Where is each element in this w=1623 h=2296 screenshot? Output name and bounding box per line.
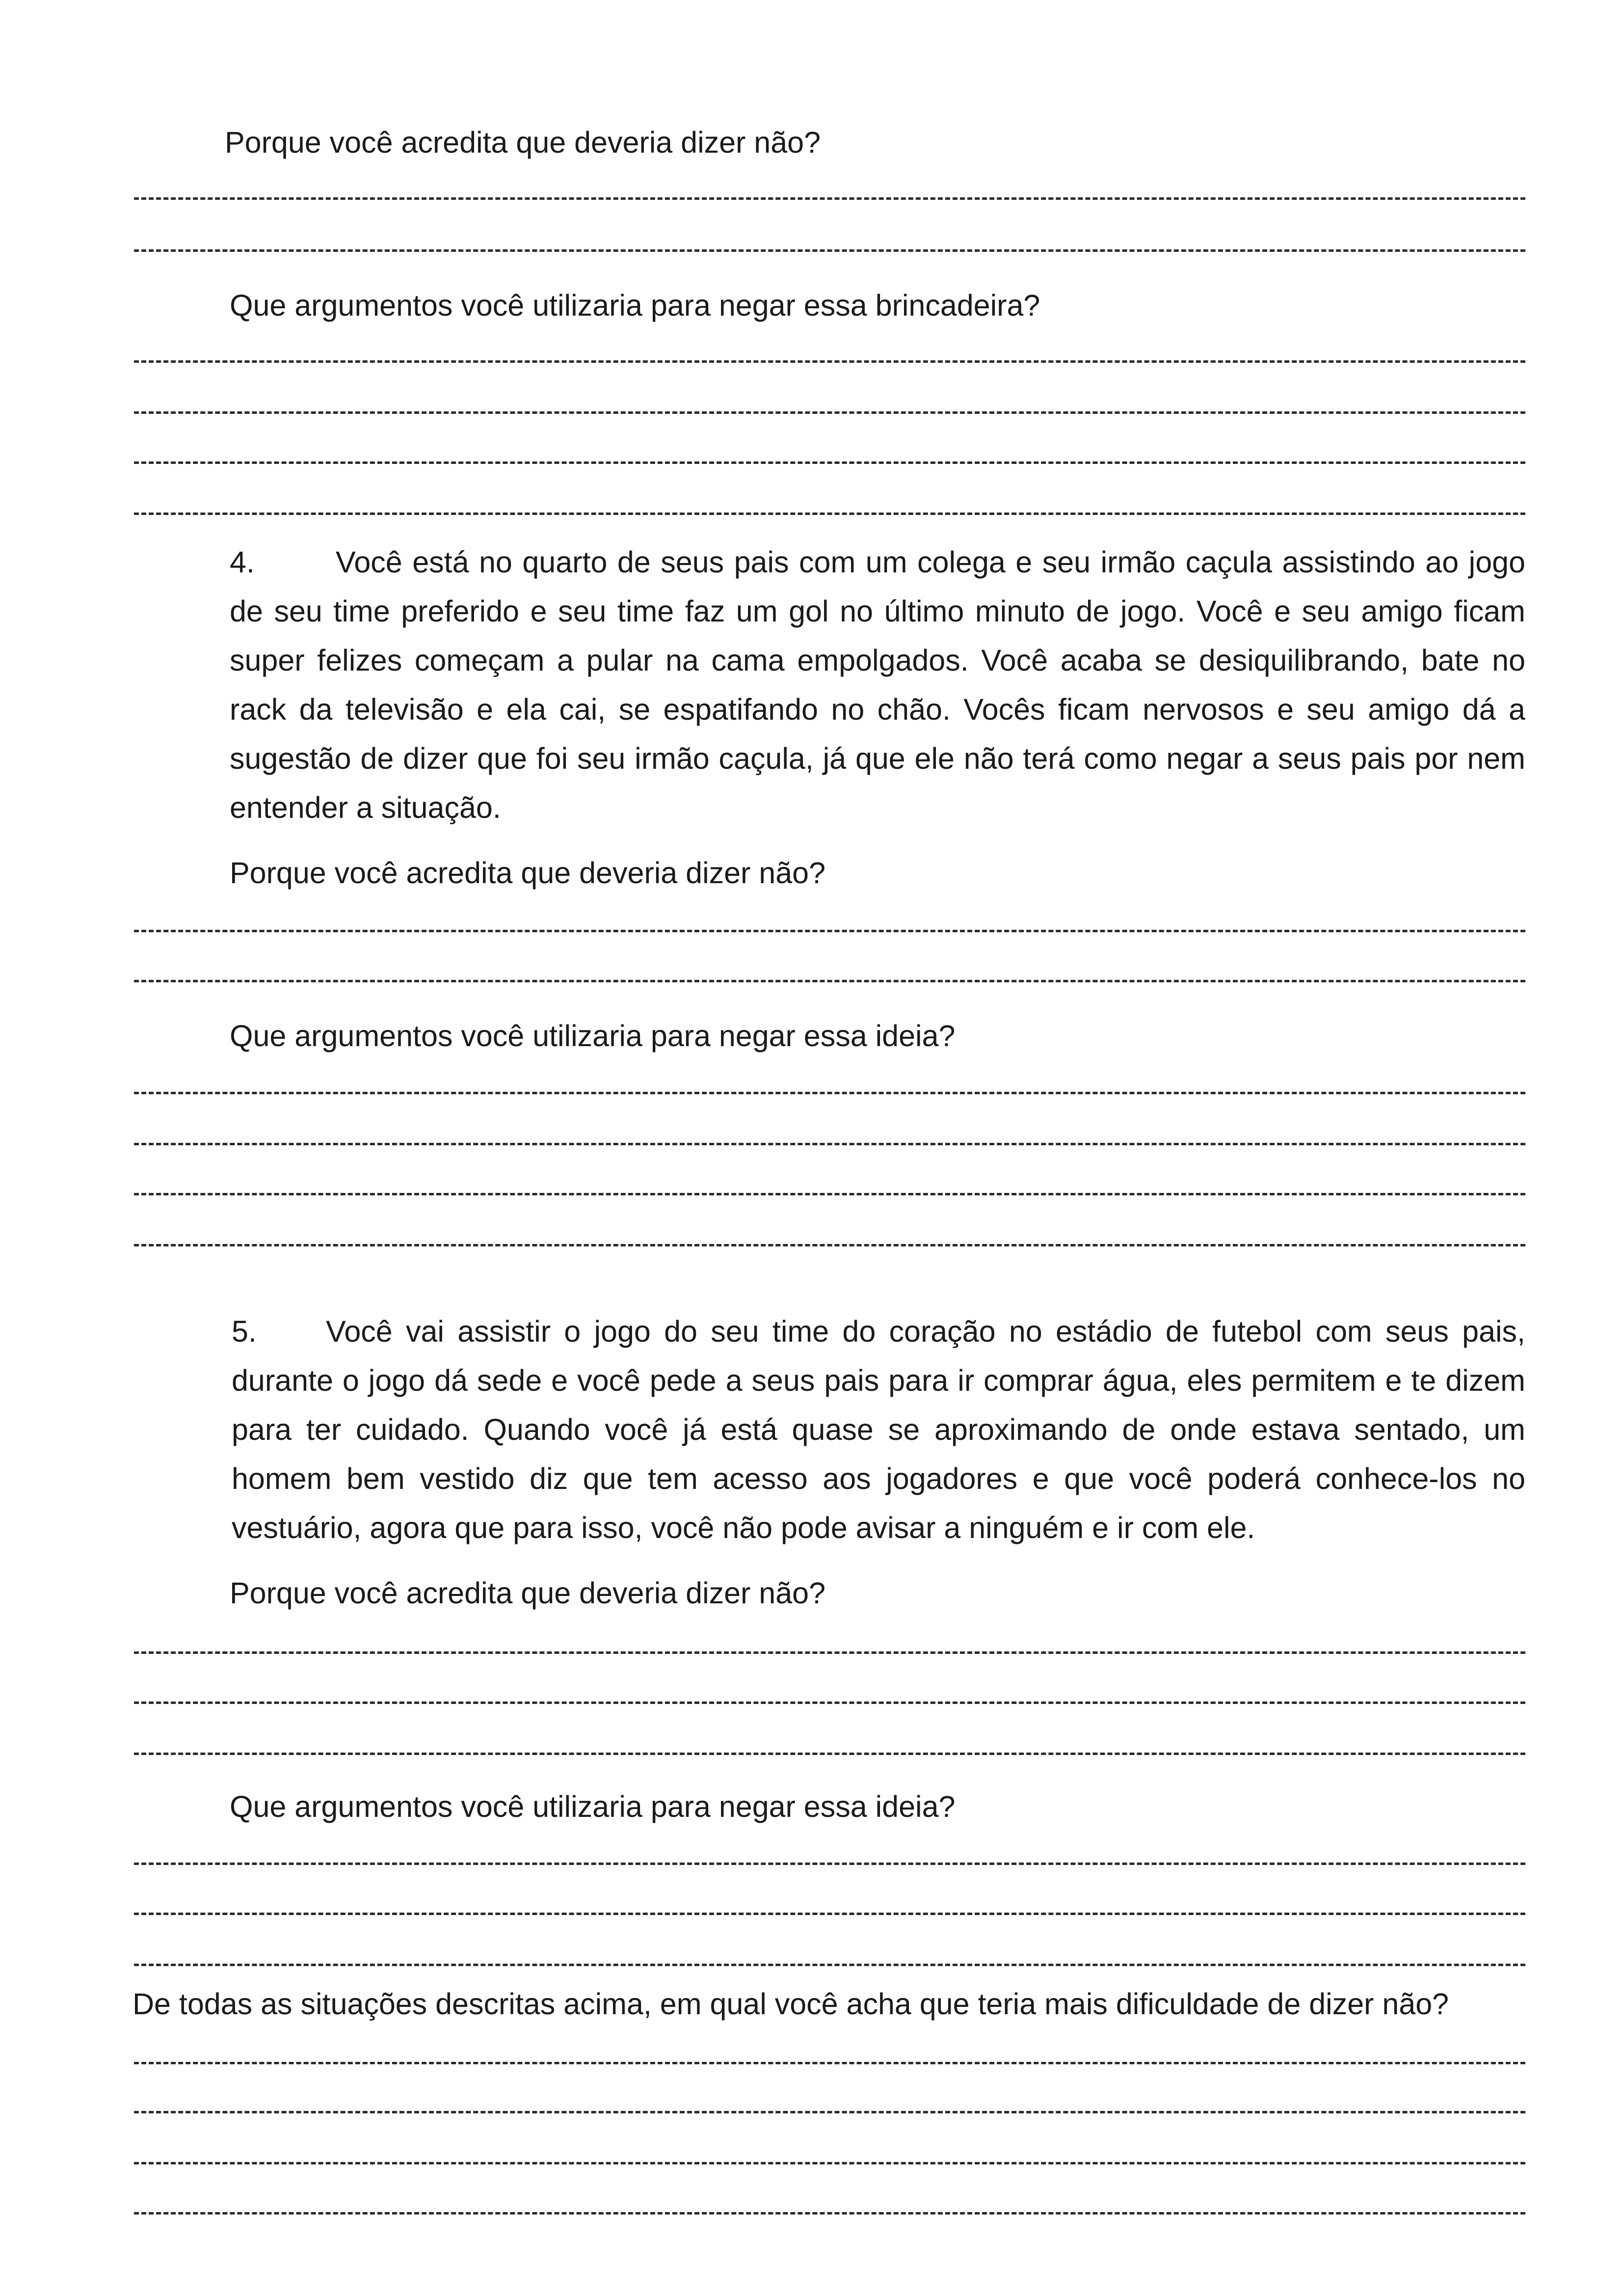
answer-line[interactable] [134, 197, 1525, 200]
answer-line[interactable] [134, 980, 1525, 982]
scenario-number: 5. [232, 1315, 257, 1348]
answer-line[interactable] [134, 1092, 1525, 1094]
question-arguments: Que argumentos você utilizaria para negar essa ideia? [230, 1019, 956, 1053]
scenario-4 [230, 538, 1525, 832]
answer-line[interactable] [134, 461, 1525, 464]
scenario-5 [222, 1307, 1525, 1552]
scenario-text: Você vai assistir o jogo do seu time do coração no estádio de futebol com seus pais, durante o jogo dá sede e você pede a seus pais para ir comprar água, eles permitem e te dizem para ter cuidado. Quando você já está quase se aproximando de onde estava sentado, um homem bem vestido diz que tem acesso aos jogadores e que você poderá conhece-los no vestuário, agora que para isso, você não pode avisar a ninguém e ir com ele. [232, 1315, 1525, 1544]
answer-line[interactable] [134, 1702, 1525, 1704]
final-question: De todas as situações descritas acima, em qual você acha que teria mais dificuldade de dizer não? [133, 1987, 1449, 2021]
answer-line[interactable] [134, 249, 1525, 252]
answer-line[interactable] [134, 1651, 1525, 1654]
answer-line[interactable] [134, 2162, 1525, 2164]
answer-line[interactable] [134, 1143, 1525, 1145]
scenario-number: 4. [230, 545, 255, 579]
question-why-say-no: Porque você acredita que deveria dizer não? [230, 856, 826, 890]
question-arguments: Que argumentos você utilizaria para negar essa ideia? [230, 1790, 956, 1823]
answer-line[interactable] [134, 1753, 1525, 1755]
answer-line[interactable] [134, 1244, 1525, 1246]
answer-line[interactable] [134, 513, 1525, 515]
answer-line[interactable] [134, 930, 1525, 932]
question-arguments: Que argumentos você utilizaria para negar essa brincadeira? [230, 289, 1040, 322]
question-why-say-no: Porque você acredita que deveria dizer não? [230, 1576, 826, 1610]
answer-line[interactable] [134, 1193, 1525, 1195]
answer-line[interactable] [134, 1964, 1525, 1966]
answer-line[interactable] [134, 411, 1525, 414]
answer-line[interactable] [134, 2111, 1525, 2113]
question-why-say-no: Porque você acredita que deveria dizer não? [225, 126, 821, 159]
answer-line[interactable] [134, 1913, 1525, 1915]
answer-line[interactable] [134, 1863, 1525, 1865]
answer-line[interactable] [134, 2062, 1525, 2064]
answer-line[interactable] [134, 360, 1525, 363]
scenario-text: Você está no quarto de seus pais com um colega e seu irmão caçula assistindo ao jogo de seu time preferido e seu time faz um gol no último minuto de jogo. Você e seu amigo ficam super felizes começam a pular na cama empolgados. Você acaba se desiquilibrando, bate no rack da televisão e ela cai, se espatifando no chão. Vocês ficam nervosos e seu amigo dá a sugestão de dizer que foi seu irmão caçula, já que ele não terá como negar a seus pais por nem entender a situação. [230, 545, 1525, 824]
answer-line[interactable] [134, 2212, 1525, 2215]
